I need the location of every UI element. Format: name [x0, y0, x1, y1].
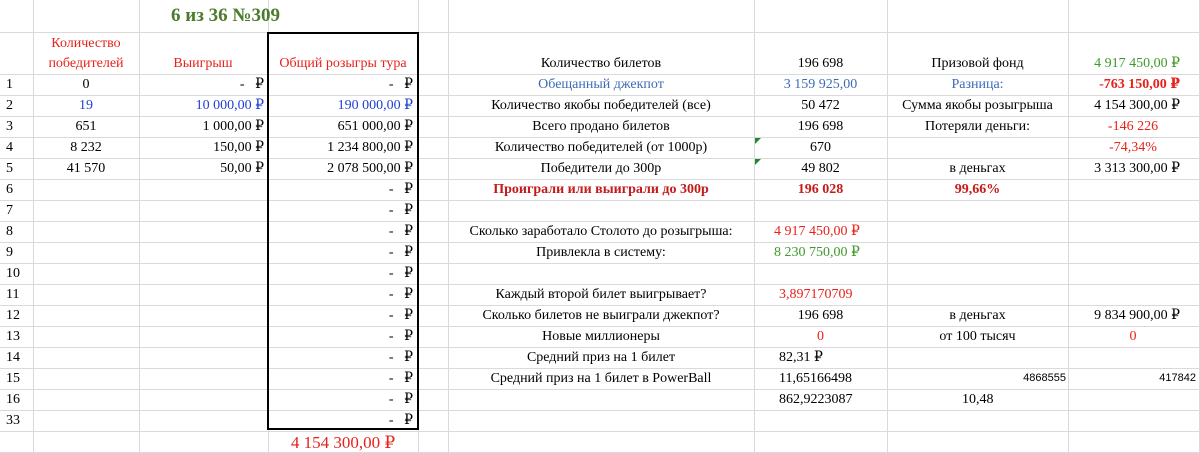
row-number[interactable]: 8	[6, 224, 13, 239]
winners-count-cell[interactable]	[33, 389, 139, 410]
lost-money-value[interactable]: -146 226	[1107, 119, 1159, 134]
attracted-value[interactable]: 8 230 750,00 ₽	[774, 245, 860, 260]
tickets-value[interactable]: 196 698	[797, 56, 844, 71]
winners-count-cell[interactable]	[33, 179, 139, 200]
millionaires-label[interactable]: Новые миллионеры	[542, 329, 660, 344]
header-prize[interactable]: Выигрыш	[173, 56, 233, 71]
comment-indicator-icon	[755, 138, 761, 144]
winners-count-cell[interactable]: 0	[82, 77, 90, 92]
prize-fund-value[interactable]: 4 917 450,00 ₽	[1094, 56, 1180, 71]
pool-cell[interactable]: - ₽	[388, 308, 413, 323]
every-second-label[interactable]: Каждый второй билет выигрывает?	[495, 287, 707, 302]
jackpot-value[interactable]: 3 159 925,00	[783, 77, 858, 92]
pool-cell[interactable]: - ₽	[388, 77, 413, 92]
winners-300-label[interactable]: Победители до 300р	[540, 161, 662, 176]
attracted-label[interactable]: Привлекла в систему:	[536, 245, 666, 260]
pool-cell[interactable]: 190 000,00 ₽	[337, 98, 413, 113]
powerball-value-g[interactable]: 4868555	[1023, 372, 1066, 384]
header-pool[interactable]: Общий розыгры тура	[279, 56, 407, 71]
lost-or-300-value[interactable]: 196 028	[797, 182, 844, 197]
prize-cell[interactable]	[139, 263, 264, 284]
row-number[interactable]: 5	[6, 161, 13, 176]
row-number[interactable]: 3	[6, 119, 13, 134]
prize-cell[interactable]: 1 000,00 ₽	[202, 119, 264, 134]
prize-cell[interactable]	[139, 389, 264, 410]
not-won-label[interactable]: Сколько билетов не выиграли джекпот?	[482, 308, 720, 323]
row-number[interactable]: 13	[6, 329, 20, 344]
prize-cell[interactable]	[139, 305, 264, 326]
pool-cell[interactable]: - ₽	[388, 392, 413, 407]
prize-cell[interactable]	[139, 410, 264, 431]
row-number[interactable]: 10	[6, 266, 20, 281]
row-number[interactable]: 16	[6, 392, 20, 407]
alleged-sum-label[interactable]: Сумма якобы розыгрыша	[902, 98, 1053, 113]
tickets-label[interactable]: Количество билетов	[540, 56, 662, 71]
winners-1000-value[interactable]: 670	[810, 140, 831, 155]
winners-count-cell[interactable]	[33, 221, 139, 242]
winners-count-cell[interactable]	[33, 200, 139, 221]
jackpot-label[interactable]: Обещанный джекпот	[538, 77, 664, 92]
difference-value[interactable]: -763 150,00 ₽	[1099, 77, 1180, 92]
prize-cell[interactable]	[139, 368, 264, 389]
row-number[interactable]: 14	[6, 350, 20, 365]
pool-cell[interactable]: - ₽	[388, 245, 413, 260]
pool-cell[interactable]: - ₽	[388, 287, 413, 302]
row-number[interactable]: 1	[6, 77, 13, 92]
prize-cell[interactable]	[139, 326, 264, 347]
pool-total[interactable]: 4 154 300,00 ₽	[290, 433, 396, 452]
row-number[interactable]: 33	[6, 413, 20, 428]
prize-cell[interactable]	[139, 242, 264, 263]
winners-count-cell[interactable]	[33, 347, 139, 368]
pool-cell[interactable]: - ₽	[388, 329, 413, 344]
pool-cell[interactable]: 2 078 500,00 ₽	[327, 161, 413, 176]
sheet-title[interactable]: 6 из 36 №309	[171, 5, 280, 26]
pool-cell[interactable]: - ₽	[388, 371, 413, 386]
prize-cell[interactable]: 50,00 ₽	[220, 161, 264, 176]
prize-cell[interactable]	[139, 179, 264, 200]
winners-count-cell[interactable]	[33, 242, 139, 263]
pool-cell[interactable]: - ₽	[388, 224, 413, 239]
winners-count-cell[interactable]	[33, 368, 139, 389]
winners-count-cell[interactable]	[33, 284, 139, 305]
prize-fund-label[interactable]: Призовой фонд	[931, 56, 1024, 71]
winners-count-cell[interactable]: 19	[79, 98, 93, 113]
row-divider	[0, 431, 1200, 432]
from-100k-value[interactable]: 0	[1129, 329, 1137, 344]
winners-count-cell[interactable]	[33, 326, 139, 347]
alleged-winners-label[interactable]: Количество якобы победителей (все)	[491, 98, 711, 113]
avg-prize-value[interactable]: 82,31 ₽	[779, 350, 823, 365]
row-number[interactable]: 7	[6, 203, 13, 218]
pool-cell[interactable]: - ₽	[388, 182, 413, 197]
row-divider	[0, 32, 1200, 33]
in-money-value[interactable]: 3 313 300,00 ₽	[1094, 161, 1180, 176]
prize-cell[interactable]	[139, 284, 264, 305]
avg-powerball-value[interactable]: 11,65166498	[779, 371, 852, 386]
not-won-money-label[interactable]: в деньгах	[949, 308, 1006, 323]
difference-label[interactable]: Разница:	[951, 77, 1004, 92]
row16-value-f[interactable]: 862,9223087	[779, 392, 853, 407]
every-second-value[interactable]: 3,897170709	[779, 287, 853, 302]
pool-cell[interactable]: 651 000,00 ₽	[337, 119, 413, 134]
avg-powerball-label[interactable]: Средний приз на 1 билет в PowerBall	[490, 371, 712, 386]
avg-prize-label[interactable]: Средний приз на 1 билет	[526, 350, 676, 365]
winners-300-value[interactable]: 49 802	[801, 161, 840, 176]
lost-or-300-percent[interactable]: 99,66%	[954, 182, 1001, 197]
winners-count-cell[interactable]: 8 232	[70, 140, 102, 155]
winners-count-cell[interactable]: 41 570	[66, 161, 106, 176]
row-number[interactable]: 12	[6, 308, 20, 323]
winners-1000-label[interactable]: Количество победителей (от 1000р)	[494, 140, 708, 155]
row-number[interactable]: 11	[6, 287, 20, 302]
in-money-label[interactable]: в деньгах	[949, 161, 1006, 176]
alleged-winners-value[interactable]: 50 472	[801, 98, 840, 113]
winners-count-cell[interactable]	[33, 410, 139, 431]
earned-label[interactable]: Сколько заработало Столото до розыгрыша:	[469, 224, 733, 239]
pool-cell[interactable]: - ₽	[388, 350, 413, 365]
prize-cell[interactable]: 10 000,00 ₽	[195, 98, 264, 113]
prize-cell[interactable]: 150,00 ₽	[213, 140, 264, 155]
winners-count-cell[interactable]	[33, 305, 139, 326]
sold-label[interactable]: Всего продано билетов	[532, 119, 670, 134]
lost-money-label[interactable]: Потеряли деньги:	[924, 119, 1030, 134]
winners-count-cell[interactable]: 651	[75, 119, 97, 134]
sold-value[interactable]: 196 698	[797, 119, 844, 134]
winners-count-cell[interactable]	[33, 263, 139, 284]
row-number[interactable]: 6	[6, 182, 13, 197]
earned-value[interactable]: 4 917 450,00 ₽	[774, 224, 860, 239]
row16-value-g[interactable]: 10,48	[962, 392, 994, 407]
header-winners-count[interactable]: Количество победителей	[48, 36, 124, 71]
from-100k-label[interactable]: от 100 тысяч	[939, 329, 1016, 344]
comment-indicator-icon	[755, 159, 761, 165]
pool-cell[interactable]: - ₽	[388, 266, 413, 281]
lost-percent[interactable]: -74,34%	[1109, 140, 1157, 155]
not-won-value[interactable]: 196 698	[797, 308, 844, 323]
row-number[interactable]: 2	[6, 98, 13, 113]
pool-cell[interactable]: 1 234 800,00 ₽	[327, 140, 413, 155]
lost-or-300-label[interactable]: Проиграли или выиграли до 300р	[493, 182, 709, 197]
row-number[interactable]: 15	[6, 371, 20, 386]
powerball-value-h[interactable]: 417842	[1159, 372, 1196, 384]
prize-cell[interactable]: - ₽	[239, 77, 264, 92]
pool-cell[interactable]: - ₽	[388, 203, 413, 218]
pool-cell[interactable]: - ₽	[388, 413, 413, 428]
millionaires-value[interactable]: 0	[817, 329, 824, 344]
alleged-sum-value[interactable]: 4 154 300,00 ₽	[1094, 98, 1180, 113]
row-number[interactable]: 9	[6, 245, 13, 260]
not-won-money-value[interactable]: 9 834 900,00 ₽	[1094, 308, 1180, 323]
prize-cell[interactable]	[139, 200, 264, 221]
prize-cell[interactable]	[139, 347, 264, 368]
prize-cell[interactable]	[139, 221, 264, 242]
row-number[interactable]: 4	[6, 140, 13, 155]
